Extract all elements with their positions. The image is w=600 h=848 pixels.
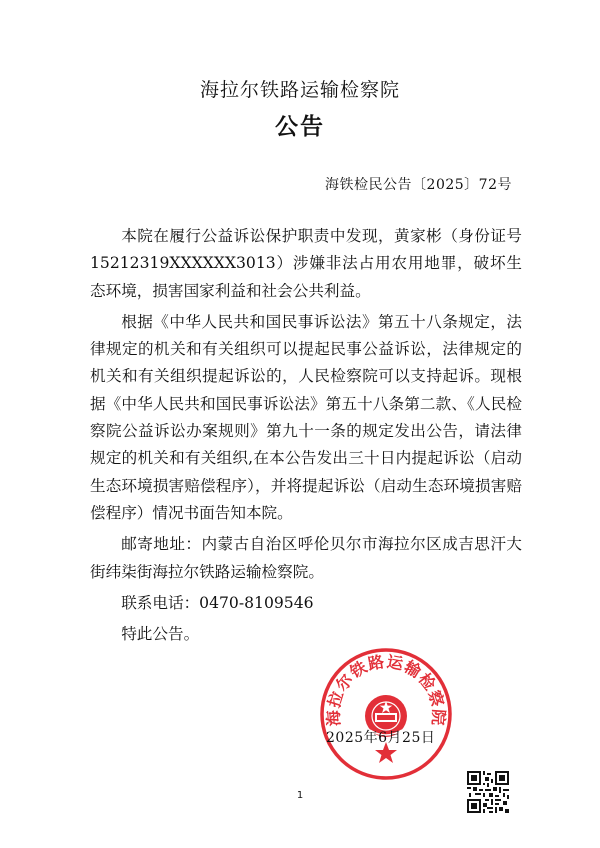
document-number: 海铁检民公告〔2025〕72号 [325,177,512,193]
seal-text: 海拉尔铁路运输检察院 [323,651,449,727]
paragraph-finding: 本院在履行公益诉讼保护职责中发现，黄家彬（身份证号15212319XXXXXX3013）涉嫌非法占用农用地罪，破坏生态环境，损害国家利益和社会公共利益。 [90,227,522,300]
official-seal [318,646,454,782]
paragraph-legal-basis: 根据《中华人民共和国民事诉讼法》第五十八条规定，法律规定的机关和有关组织可以提起民事公益诉讼，法律规定的机关和有关组织提起诉讼的，人民检察院可以支持起诉。现根据《中华人民共和国民事诉讼法》第五十八条第二款、《人民检察院公益诉讼办案规则》第九十一条的规定发出公告，请法律规定的机关和有关组织,在本公告发出三十日内提起诉讼（启动生态环境损害赔偿程序），并将提起诉讼（启动生态环境损害赔偿程序）情况书面告知本院。 [90,312,522,522]
paragraph-phone: 联系电话：0470-8109546 [121,593,314,612]
document-title: 公告 [275,114,325,140]
page-number: 1 [296,790,304,801]
paragraph-closing: 特此公告。 [121,625,200,644]
issue-date: 2025年6月25日 [326,730,436,746]
paragraph-mailing-address: 邮寄地址：内蒙古自治区呼伦贝尔市海拉尔区成吉思汗大街纬柒街海拉尔铁路运输检察院。 [90,535,522,581]
announcement-body [90,223,522,652]
qr-code-icon [467,771,509,813]
issuing-organization: 海拉尔铁路运输检察院 [199,79,400,101]
